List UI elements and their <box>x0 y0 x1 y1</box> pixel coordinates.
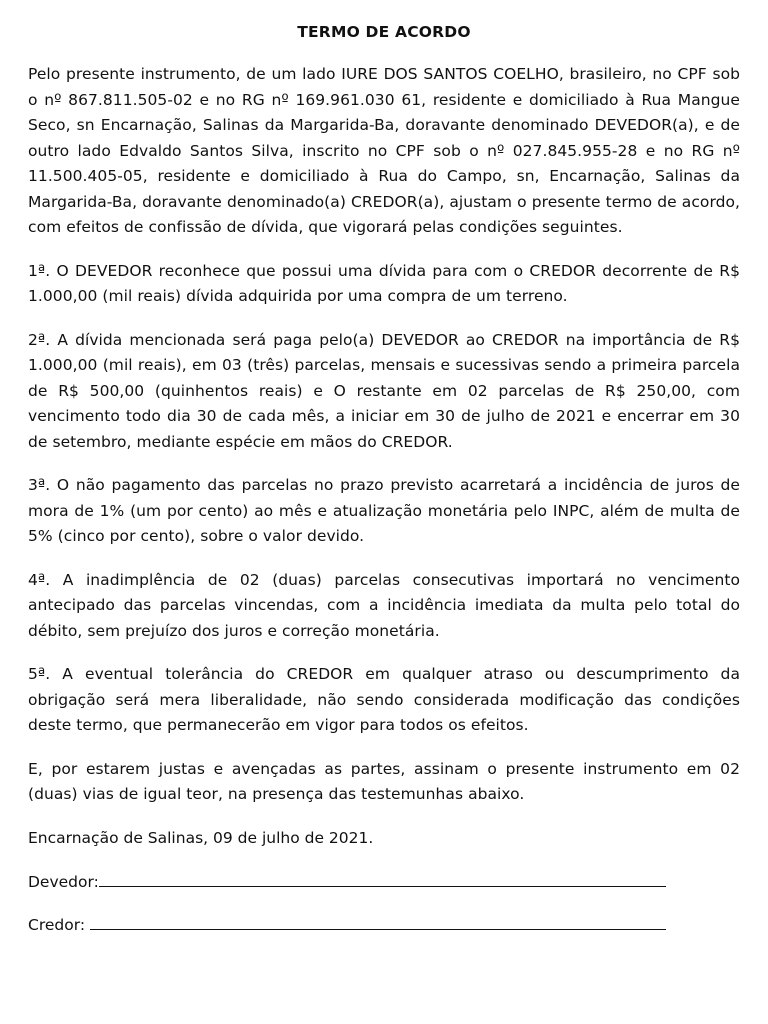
document-page <box>28 20 740 954</box>
clause-3-paragraph: 3ª. O não pagamento das parcelas no prazo previsto acarretará a incidência de juros de mora de 1% (um por cento) ao mês e atualização monetária pelo INPC, além de multa de 5% (cinco por cento), sobre o valor devido. <box>28 476 740 545</box>
credor-label: Credor: <box>28 915 86 934</box>
clause-4-paragraph: 4ª. A inadimplência de 02 (duas) parcelas consecutivas importará no vencimento antecipado das parcelas vincendas, com a incidência imediata da multa pelo total do débito, sem prejuízo dos juros e correção monetária. <box>28 570 740 640</box>
intro-paragraph: Pelo presente instrumento, de um lado IURE DOS SANTOS COELHO, brasileiro, no CPF sob o nº 867.811.505-02 e no RG nº 169.961.030 61, residente e domiciliado à Rua Mangue Seco, sn Encarnação, Salinas da Margarida-Ba, doravante denominado DEVEDOR(a), e de outro lado Edvaldo Santos Silva, inscrito no CPF sob o nº 027.845.955-28 e no RG nº 11.500.405-05, residente e domiciliado à Rua do Campo, sn, Encarnação, Salinas da Margarida-Ba, doravante denominado(a) CREDOR(a), ajustam o presente termo de acordo, com efeitos de confissão de dívida, que vigorará pelas condições seguintes. <box>28 65 740 236</box>
credor-signature-line <box>90 912 666 930</box>
devedor-label: Devedor: <box>28 873 99 891</box>
devedor-signature-row <box>28 869 740 896</box>
devedor-signature-line <box>99 869 666 887</box>
clause-1-paragraph: 1ª. O DEVEDOR reconhece que possui uma dívida para com o CREDOR decorrente de R$ 1.000,00 (mil reais) dívida adquirida por uma compra de um terreno. <box>28 261 740 305</box>
credor-signature-row <box>28 912 740 939</box>
closing-paragraph: E, por estarem justas e avençadas as partes, assinam o presente instrumento em 02 (duas) vias de igual teor, na presença das testemunhas abaixo. <box>28 759 740 803</box>
place-and-date: Encarnação de Salinas, 09 de julho de 2021. <box>28 828 374 847</box>
clause-2-paragraph: 2ª. A dívida mencionada será paga pelo(a) DEVEDOR ao CREDOR na importância de R$ 1.000,00 (mil reais), em 03 (três) parcelas, mensais e sucessivas sendo a primeira parcela de R$ 500,00 (quinhentos reais) e O restante em 02 parcelas de R$ 250,00, com vencimento todo dia 30 de cada mês, a iniciar em 30 de julho de 2021 e encerrar em 30 de setembro, mediante espécie em mãos do CREDOR. <box>28 330 740 451</box>
clause-5-paragraph: 5ª. A eventual tolerância do CREDOR em qualquer atraso ou descumprimento da obrigação será mera liberalidade, não sendo considerada modificação das condições deste termo, que permanecerão em vigor para todos os efeitos. <box>28 665 740 734</box>
document-title: TERMO DE ACORDO <box>297 23 471 41</box>
